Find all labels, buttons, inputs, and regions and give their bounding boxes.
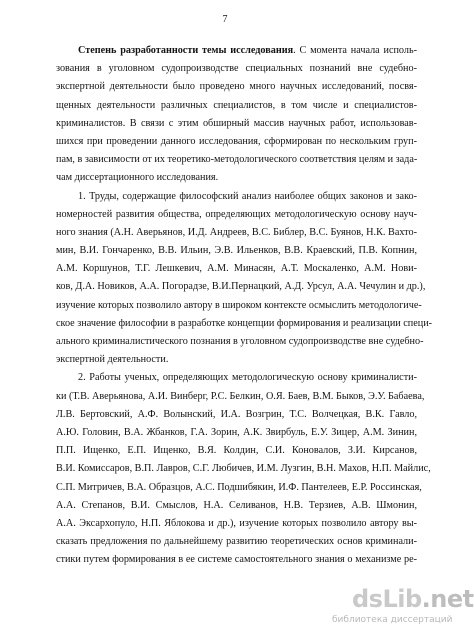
text-line: экспертной деятельности было проведено много научных исследований, посвя-	[56, 81, 417, 93]
text-line: сказать предложения по дальнейшему развитию теоретических основ криминали-	[56, 536, 417, 548]
document-body	[56, 42, 433, 569]
text-line: С.П. Митричев, В.А. Образцов, А.С. Подшибякин, И.Ф. Пантелеев, Е.Р. Россинская,	[56, 481, 422, 493]
text-line: пам, в зависимости от их теоретико-методологического соответствия целям и зада-	[56, 154, 418, 166]
watermark-logo: dsLib.net	[352, 585, 474, 613]
text-line: щенных деятельности различных специалистов, в том числе и специалистов-	[56, 99, 417, 111]
text-line: ального криминалистического познания в уголовном судопроизводстве вне судебно-	[56, 336, 424, 347]
text-line: А.М. Коршунов, Т.Г. Лешкевич, А.М. Минасян, А.Т. Москаленко, А.М. Нови-	[56, 263, 417, 275]
text-line: А.А. Эксархопуло, Н.П. Яблокова и др.), изучение которых позволило автору вы-	[56, 517, 417, 529]
text-line: экспертной деятельности.	[56, 354, 169, 366]
text-line: ское значение философии в разработке концепции формирования и реализации специ-	[56, 317, 433, 329]
text-line: Л.В. Бертовский, А.Ф. Волынский, И.А. Возгрин, Т.С. Волчецкая, В.К. Гавло,	[56, 408, 417, 420]
watermark	[332, 585, 474, 631]
text-line: зования в уголовном судопроизводстве специальных познаний вне судебно-	[56, 63, 417, 75]
section-heading: Степень разработанности темы исследования	[78, 45, 294, 56]
text-line: мин, В.И. Гончаренко, В.В. Ильин, Э.В. Ильенков, В.В. Краевский, П.В. Копнин,	[56, 245, 417, 257]
text-line: ного знания (А.Н. Аверьянов, И.Д. Андреев, В.С. Библер, В.С. Буянов, Н.К. Вахто-	[56, 226, 417, 238]
text-line: криминалистов. В связи с этим обширный массив научных работ, использовав-	[56, 117, 417, 129]
text-line: ки (Т.В. Аверьянова, А.И. Винберг, Р.С. Белкин, О.Я. Баев, В.М. Быков, Э.У. Бабаева,	[56, 390, 425, 402]
text-line: изучение которых позволило автору в широком контексте осмыслить методологиче-	[56, 299, 422, 311]
text-line: В.И. Комиссаров, В.П. Лавров, С.Г. Любичев, И.М. Лузгин, В.Н. Махов, Н.П. Майлис,	[56, 463, 431, 475]
text-line: ков, Д.А. Новиков, А.А. Погорадзе, В.И.Пернацкий, А.Д. Урсул, А.А. Чечулин и др.),	[56, 281, 426, 293]
watermark-subtitle: библиотека диссертаций	[332, 615, 453, 625]
text-line: чам диссертационного исследования.	[56, 172, 219, 184]
text-line: шихся при проведении данного исследования, сформирован по нескольким груп-	[56, 135, 417, 147]
text-line: Степень разработанности темы исследования. С момента начала исполь-	[78, 45, 417, 56]
page-number: 7	[222, 14, 228, 25]
text-line: стики путем формирования в ее системе самостоятельного знания о механизме ре-	[56, 554, 417, 566]
text-line: А.А. Степанов, В.И. Смыслов, Н.А. Селиванов, Н.В. Терзиев, А.В. Шмонин,	[56, 499, 417, 511]
text-line: П.П. Ищенко, Е.П. Ищенко, В.Я. Колдин, С.И. Коновалов, З.И. Кирсанов,	[56, 445, 417, 457]
text-line: 1. Труды, содержащие философский анализ наиболее общих законов и зако-	[78, 190, 417, 202]
text-line: А.Ю. Головин, В.А. Жбанков, Г.А. Зорин, А.К. Звирбуль, Е.У. Зицер, А.М. Зинин,	[56, 426, 417, 438]
text-line: номерностей развития общества, определяющих методологическую основу науч-	[56, 208, 417, 220]
text-line: 2. Работы ученых, определяющих методологическую основу криминалисти-	[78, 372, 417, 384]
